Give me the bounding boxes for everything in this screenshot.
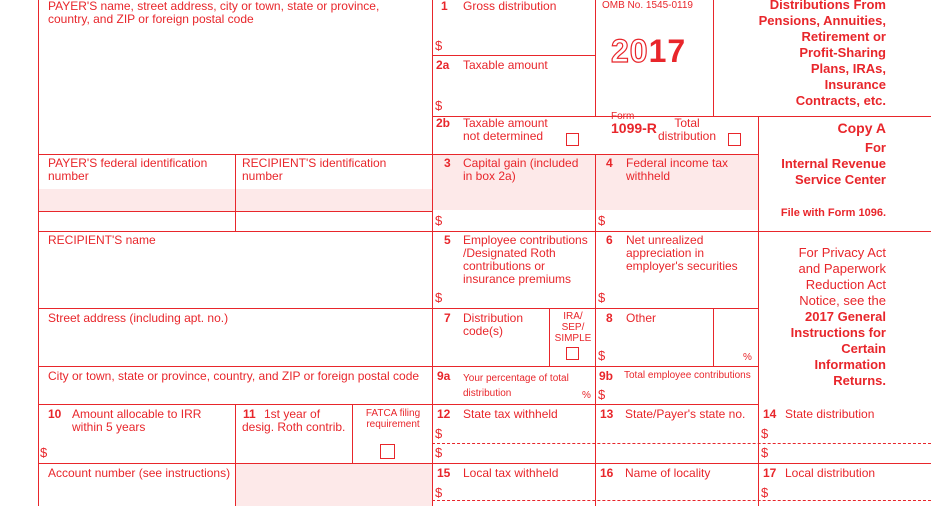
box9b-dollar: $	[598, 387, 606, 402]
city-label: City or town, state or province, country, and ZIP or foreign postal code	[48, 369, 420, 383]
line-154	[38, 154, 758, 155]
box12-label: State tax withheld	[463, 407, 558, 421]
copy-a-subtitle: For Internal Revenue Service Center	[781, 140, 886, 187]
box2a-number: 2a	[436, 58, 450, 72]
box9a-percent: %	[582, 390, 591, 401]
form-title: Distributions From Pensions, Annuities, Retirement or Profit-Sharing Plans, IRAs, Insurance Contracts, etc.	[758, 0, 886, 108]
box16-number: 16	[600, 466, 614, 480]
box12-dollar-1: $	[435, 426, 443, 441]
box12-dollar-2: $	[435, 445, 443, 460]
form-word: Form	[611, 111, 635, 122]
omb-number: OMB No. 1545-0119	[602, 0, 693, 11]
col-divider-758	[758, 116, 759, 506]
box4-number: 4	[606, 156, 613, 170]
box9b-label: Total employee contributions	[624, 370, 751, 381]
box1-label: Gross distribution	[463, 0, 557, 13]
tax-year-outline: 20	[611, 33, 649, 69]
box9a-label: Your percentage of total distribution	[463, 373, 569, 399]
box9b-number: 9b	[599, 369, 614, 383]
box15-label: Local tax withheld	[463, 466, 559, 480]
box1-dollar: $	[435, 38, 443, 53]
box10-dollar: $	[40, 445, 48, 460]
box6-label: Net unrealized appreciation in employer's securities	[626, 233, 738, 273]
box2b-total-distribution-checkbox[interactable]	[728, 133, 741, 146]
line-463	[38, 463, 931, 464]
box14-label: State distribution	[785, 407, 875, 421]
box17-dollar: $	[761, 485, 769, 500]
line-231	[38, 231, 931, 232]
box10-label: Amount allocable to IRR within 5 years	[72, 407, 202, 434]
line-404	[38, 404, 758, 405]
col-divider-352	[352, 404, 353, 463]
box9a-number: 9a	[437, 369, 451, 383]
box5-dollar: $	[435, 290, 443, 305]
box8-label: Other	[626, 311, 657, 325]
box2b-label: Taxable amount not determined	[463, 116, 548, 143]
box4-dollar: $	[598, 213, 606, 228]
payer-fed-id-label: PAYER'S federal identification number	[48, 156, 208, 183]
box14-number: 14	[763, 407, 777, 421]
col-divider-235	[235, 154, 236, 231]
box3-number: 3	[444, 156, 451, 170]
recipient-id-shade	[236, 189, 432, 211]
box15-number: 15	[437, 466, 451, 480]
form-name	[611, 96, 657, 136]
box3-dollar: $	[435, 213, 443, 228]
box13-label: State/Payer's state no.	[625, 407, 746, 421]
box14-dollar-1: $	[761, 426, 769, 441]
box10-number: 10	[48, 407, 62, 421]
box6-dollar: $	[598, 290, 606, 305]
box2b-total-label: Total distribution	[657, 116, 717, 143]
box6-number: 6	[606, 233, 613, 247]
tax-year	[611, 34, 686, 68]
box14-dollar-2: $	[761, 445, 769, 460]
account-shade	[236, 463, 432, 506]
account-label: Account number (see instructions)	[48, 466, 231, 480]
box15-dollar: $	[435, 485, 443, 500]
privacy-note: For Privacy Act and Paperwork Reduction Act Notice, see the	[798, 245, 886, 308]
box3-label: Capital gain (included in box 2a)	[463, 156, 579, 183]
box8-percent: %	[743, 352, 752, 363]
file-with-note: File with Form 1096.	[780, 207, 886, 219]
recipient-name-label: RECIPIENT'S name	[48, 233, 156, 247]
payer-fed-id-shade	[39, 189, 235, 211]
line-308	[38, 308, 758, 309]
street-label: Street address (including apt. no.)	[48, 311, 229, 325]
box7-ira-label: IRA/ SEP/ SIMPLE	[554, 311, 592, 344]
box16-label: Name of locality	[625, 466, 711, 480]
left-border	[38, 0, 39, 506]
col-divider-549	[549, 308, 550, 366]
box2a-label: Taxable amount	[463, 58, 548, 72]
dash-state-row	[432, 443, 931, 444]
payer-block-label: PAYER'S name, street address, city or town, state or province, country, and ZIP or foreign postal code	[48, 0, 380, 26]
box13-number: 13	[600, 407, 614, 421]
dash-local-row	[432, 500, 931, 501]
mid-divider	[432, 0, 433, 506]
col-divider-595b	[595, 154, 596, 506]
box8-number: 8	[606, 311, 613, 325]
line-366	[38, 366, 758, 367]
box4-label: Federal income tax withheld	[626, 156, 729, 183]
box2a-dollar: $	[435, 98, 443, 113]
box17-label: Local distribution	[785, 466, 876, 480]
box5-label: Employee contributions /Designated Roth contributions or insurance premiums	[463, 233, 588, 286]
box7-label: Distribution code(s)	[463, 311, 524, 338]
copy-a-title: Copy A	[837, 120, 886, 136]
box5-number: 5	[444, 233, 451, 247]
box11-number: 11	[243, 407, 256, 421]
box12-number: 12	[437, 407, 451, 421]
box7-number: 7	[444, 311, 451, 325]
box2b-number: 2b	[436, 116, 451, 130]
box2b-not-determined-checkbox[interactable]	[566, 133, 579, 146]
box17-number: 17	[763, 466, 777, 480]
fatca-label: FATCA filing requirement	[365, 408, 421, 430]
col-divider-713b	[713, 308, 714, 366]
fatca-checkbox[interactable]	[380, 444, 395, 459]
col-divider-713	[713, 0, 714, 116]
box11-label: 1st year of desig. Roth contrib.	[242, 407, 346, 434]
recipient-id-label: RECIPIENT'S identification number	[242, 156, 387, 183]
line-55	[432, 55, 595, 56]
col-divider-595	[595, 0, 596, 116]
box8-dollar: $	[598, 348, 606, 363]
instructions-note: 2017 General Instructions for Certain Information Returns.	[790, 309, 886, 388]
tax-year-solid: 17	[648, 33, 687, 69]
form-number: 1099-R	[611, 120, 657, 136]
ira-sep-simple-checkbox[interactable]	[566, 347, 579, 360]
box1-number: 1	[441, 0, 448, 13]
col-divider-235b	[235, 404, 236, 506]
line-211	[38, 211, 432, 212]
